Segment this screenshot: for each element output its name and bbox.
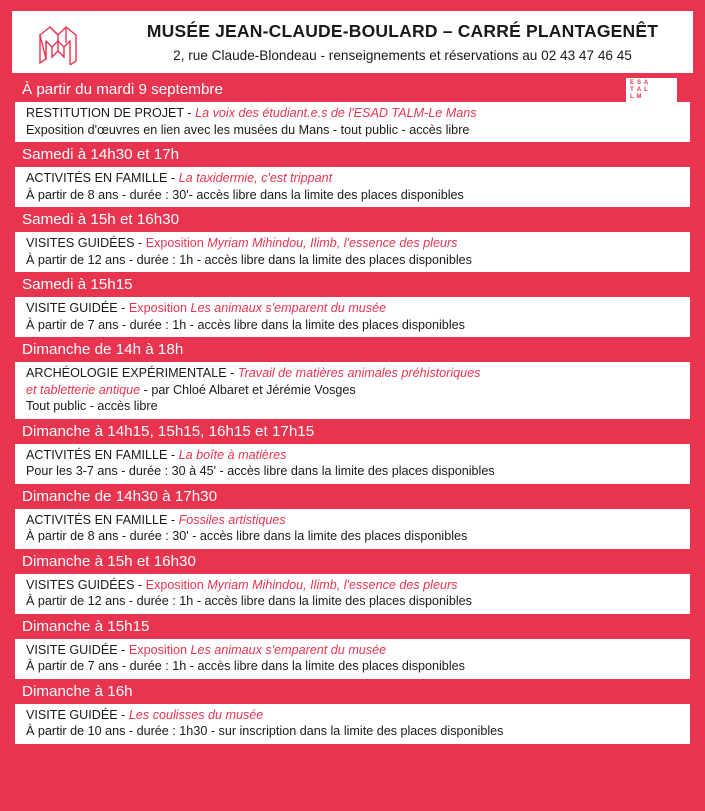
event-title-prefix: Exposition [145, 236, 204, 250]
event-category: ACTIVITÉS EN FAMILLE [26, 171, 168, 185]
event-heading: Samedi à 14h30 et 17h [22, 146, 180, 163]
event-heading: Dimanche à 14h15, 15h15, 16h15 et 17h15 [22, 422, 315, 440]
event-body: ARCHÉOLOGIE EXPÉRIMENTALE - Travail de matières animales préhistoriques et tabletterie antique - par Chloé Albaret et Jérémie Vosges Tout public - accès libre [15, 362, 690, 419]
event-category: ACTIVITÉS EN FAMILLE [26, 512, 168, 527]
event-details: Pour les 3-7 ans - durée : 30 à 45' - accès libre dans la limite des places disponibles [26, 464, 495, 478]
event-details: À partir de 10 ans - durée : 1h30 - sur inscription dans la limite des places disponibles [26, 724, 504, 738]
header-text [120, 21, 685, 63]
event-heading: Dimanche à 15h et 16h30 [22, 552, 196, 570]
event-heading: Dimanche de 14h à 18h [22, 341, 184, 358]
event-title-prefix: Exposition [128, 642, 187, 657]
event-body: VISITES GUIDÉES - Exposition Myriam Mihindou, Ilimb, l'essence des pleurs À partir de 12 ans - durée : 1h - accès libre dans la limite des places disponibles [15, 232, 690, 272]
event-section [12, 679, 693, 744]
event-section [12, 77, 693, 142]
museum-address: 2, rue Claude-Blondeau - renseignements et réservations au 02 43 47 46 45 [173, 48, 632, 63]
event-category: VISITE GUIDÉE [26, 707, 118, 722]
event-category: RESTITUTION DE PROJET [26, 106, 184, 120]
event-section [12, 484, 693, 549]
event-category: ACTIVITÉS EN FAMILLE [26, 447, 168, 462]
event-body: ACTIVITÉS EN FAMILLE - Fossiles artistiques À partir de 8 ans - durée : 30' - accès libre dans la limite des places disponibles [15, 509, 690, 549]
event-body: RESTITUTION DE PROJET - La voix des étudiant.e.s de l'ESAD TALM-Le Mans Exposition d'œuvres en lien avec les musées du Mans - tout public - accès libre [15, 102, 690, 142]
event-title: Les animaux s'emparent du musée [190, 642, 387, 657]
event-category: VISITE GUIDÉE [26, 301, 118, 315]
event-section [12, 419, 693, 484]
events-list [12, 77, 693, 744]
event-body: VISITE GUIDÉE - Les coulisses du musée À partir de 10 ans - durée : 1h30 - sur inscription dans la limite des places disponibles [15, 704, 690, 744]
event-body: VISITES GUIDÉES - Exposition Myriam Mihindou, Ilimb, l'essence des pleurs À partir de 12 ans - durée : 1h - accès libre dans la limite des places disponibles [15, 574, 690, 614]
event-title-continued: et tabletterie antique [26, 382, 141, 397]
event-title: Les animaux s'emparent du musée [190, 301, 387, 315]
event-title-prefix: Exposition [128, 301, 187, 315]
event-heading: Dimanche à 16h [22, 682, 133, 700]
event-section [12, 337, 693, 419]
event-section [12, 207, 693, 272]
event-body: VISITE GUIDÉE - Exposition Les animaux s'emparent du musée À partir de 7 ans - durée : 1h - accès libre dans la limite des places disponibles [15, 297, 690, 337]
event-heading: Samedi à 15h et 16h30 [22, 211, 180, 228]
event-section [12, 142, 693, 207]
event-category: VISITES GUIDÉES [26, 577, 135, 592]
event-body: ACTIVITÉS EN FAMILLE - La boîte à matières Pour les 3-7 ans - durée : 30 à 45' - accès libre dans la limite des places disponibles [15, 444, 690, 484]
event-title: Fossiles artistiques [178, 512, 286, 527]
event-body: ACTIVITÉS EN FAMILLE - La taxidermie, c'est trippant À partir de 8 ans - durée : 30'- accès libre dans la limite des places disponibles [15, 167, 690, 207]
event-category: ARCHÉOLOGIE EXPÉRIMENTALE [26, 366, 227, 380]
event-details: Tout public - accès libre [26, 399, 158, 413]
event-title: Myriam Mihindou, Ilimb, l'essence des pleurs [207, 236, 458, 250]
event-details: Exposition d'œuvres en lien avec les musées du Mans - tout public - accès libre [26, 122, 470, 137]
esad-talm-logo-icon: E S A T A L L M [626, 78, 677, 102]
event-heading: À partir du mardi 9 septembre [22, 81, 223, 98]
event-details: À partir de 12 ans - durée : 1h - accès libre dans la limite des places disponibles [26, 252, 472, 267]
event-details: À partir de 7 ans - durée : 1h - accès libre dans la limite des places disponibles [26, 659, 465, 673]
museum-title: MUSÉE JEAN-CLAUDE-BOULARD – CARRÉ PLANTAGENÊT [146, 21, 659, 41]
event-section [12, 549, 693, 614]
event-heading: Dimanche de 14h30 à 17h30 [22, 487, 218, 505]
event-category: VISITES GUIDÉES [26, 236, 135, 250]
event-details: À partir de 7 ans - durée : 1h - accès libre dans la limite des places disponibles [26, 317, 465, 332]
event-title: Myriam Mihindou, Ilimb, l'essence des pleurs [207, 577, 458, 592]
event-title: La voix des étudiant.e.s de l'ESAD TALM-Le Mans [195, 106, 477, 120]
event-speakers: - par Chloé Albaret et Jérémie Vosges [143, 382, 356, 397]
event-title-prefix: Exposition [145, 577, 204, 592]
event-details: À partir de 8 ans - durée : 30'- accès libre dans la limite des places disponibles [26, 187, 464, 202]
musee-m-logo-icon [36, 21, 80, 65]
event-heading: Samedi à 15h15 [22, 276, 133, 293]
event-details: À partir de 12 ans - durée : 1h - accès libre dans la limite des places disponibles [26, 594, 472, 608]
event-title: La taxidermie, c'est trippant [178, 171, 333, 185]
event-section [12, 614, 693, 679]
event-details: À partir de 8 ans - durée : 30' - accès libre dans la limite des places disponibles [26, 529, 468, 543]
event-title: La boîte à matières [178, 447, 287, 462]
event-title: Travail de matières animales préhistoriques [237, 366, 481, 380]
event-category: VISITE GUIDÉE [26, 642, 118, 657]
event-title: Les coulisses du musée [128, 707, 264, 722]
event-heading: Dimanche à 15h15 [22, 617, 150, 635]
header [12, 11, 693, 73]
event-section [12, 272, 693, 337]
event-body: VISITE GUIDÉE - Exposition Les animaux s'emparent du musée À partir de 7 ans - durée : 1h - accès libre dans la limite des places disponibles [15, 639, 690, 679]
